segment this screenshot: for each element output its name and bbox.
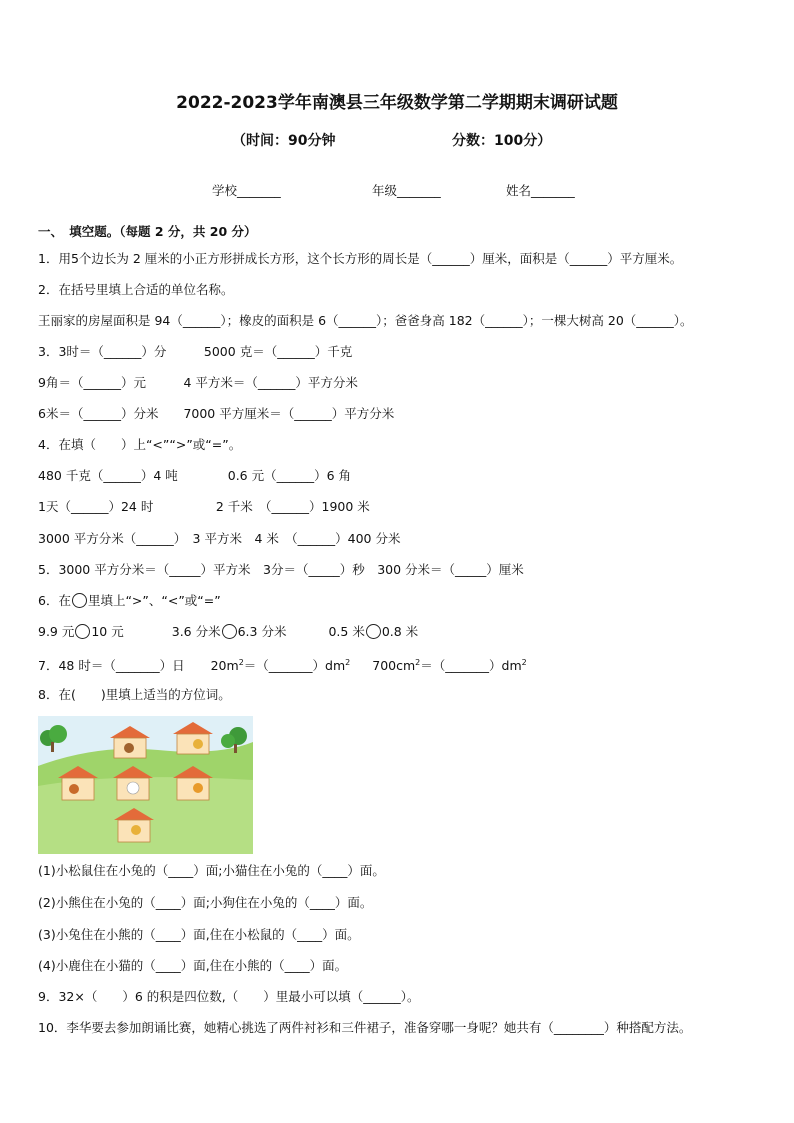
exam-time: （时间：90分钟 bbox=[232, 133, 336, 149]
q7-part-3a: 700cm bbox=[372, 658, 416, 674]
q6-item-1-right: 10 元 bbox=[91, 624, 124, 639]
question-8: 8．在( )里填上适当的方位词。 bbox=[38, 687, 231, 702]
school-field: 学校_______ bbox=[212, 183, 281, 198]
q6-item-3-left: 0.5 米 bbox=[328, 624, 365, 639]
superscript: 2 bbox=[521, 658, 527, 667]
question-10: 10．李华要去参加朗诵比赛，她精心挑选了两件衬衫和三件裙子，准备穿哪一身呢？她共有（________）种搭配方法。 bbox=[38, 1020, 692, 1035]
q6-item-2-right: 6.3 分米 bbox=[237, 624, 287, 639]
q6-item-1-left: 9.9 元 bbox=[38, 624, 75, 639]
question-1: 1．用5个边长为 2 厘米的小正方形拼成长方形，这个长方形的周长是（______）厘米，面积是（______）平方厘米。 bbox=[38, 251, 683, 266]
q7-part-2b: ＝（_______）dm bbox=[243, 658, 346, 674]
superscript: 2 bbox=[415, 658, 421, 667]
question-6-suffix: 里填上“>”、“<”或“=” bbox=[87, 593, 221, 608]
question-3-row-2: 9角＝（______）元 4 平方米＝（______）平方分米 bbox=[38, 375, 358, 390]
page-title: 2022-2023学年南澳县三年级数学第二学期期末调研试题 bbox=[176, 93, 618, 113]
exam-score: 分数：100分） bbox=[452, 133, 552, 149]
question-8-sub-1: (1)小松鼠住在小兔的（____）面;小猫住在小兔的（____）面。 bbox=[38, 863, 385, 878]
circle-icon bbox=[72, 593, 87, 608]
question-4-row-3: 3000 平方分米（______） 3 平方米 4 米 （______）400 分米 bbox=[38, 531, 401, 546]
question-3-row-1: 3．3时＝（______）分 5000 克＝（______）千克 bbox=[38, 344, 353, 359]
superscript: 2 bbox=[238, 658, 244, 667]
compare-circle-icon bbox=[222, 624, 237, 639]
q7-part-2a: 20m bbox=[210, 658, 239, 674]
grade-field: 年级_______ bbox=[372, 183, 441, 198]
question-8-sub-4: (4)小鹿住在小猫的（____）面,住在小熊的（____）面。 bbox=[38, 958, 348, 973]
question-2: 2．在括号里填上合适的单位名称。 bbox=[38, 282, 234, 297]
question-6-prefix: 6．在 bbox=[38, 593, 71, 608]
question-4: 4．在填（ ）上“<”“>”或“=”。 bbox=[38, 437, 242, 452]
question-7 bbox=[38, 655, 527, 674]
question-9: 9．32×（ ）6 的积是四位数,（ ）里最小可以填（______）。 bbox=[38, 989, 420, 1004]
q6-item-3-right: 0.8 米 bbox=[381, 624, 419, 639]
question-6-row bbox=[38, 624, 418, 640]
question-2-text: 王丽家的房屋面积是 94（______）；橡皮的面积是 6（______）；爸爸身高 182（______）；一棵大树高 20（______）。 bbox=[38, 313, 693, 328]
compare-circle-icon bbox=[366, 624, 381, 639]
question-6 bbox=[38, 593, 221, 609]
question-4-row-1: 480 千克（______）4 吨 0.6 元（______）6 角 bbox=[38, 468, 352, 483]
superscript: 2 bbox=[345, 658, 351, 667]
question-4-row-2: 1天（______）24 时 2 千米 （______）1900 米 bbox=[38, 499, 370, 514]
compare-circle-icon bbox=[75, 624, 90, 639]
name-field: 姓名_______ bbox=[506, 183, 575, 198]
q7-part-1: 7．48 时＝（_______）日 bbox=[38, 658, 185, 674]
q7-part-3b: ＝（_______）dm bbox=[420, 658, 522, 674]
question-8-sub-2: (2)小熊住在小兔的（____）面;小狗住在小兔的（____）面。 bbox=[38, 895, 373, 910]
question-3-row-3: 6米＝（______）分米 7000 平方厘米＝（______）平方分米 bbox=[38, 406, 395, 421]
q6-item-2-left: 3.6 分米 bbox=[171, 624, 221, 639]
animal-houses-picture bbox=[38, 716, 253, 854]
section-heading: 一、 填空题。（每题 2 分，共 20 分） bbox=[38, 224, 257, 239]
question-5: 5．3000 平方分米＝（_____）平方米 3分＝（_____）秒 300 分米＝（_____）厘米 bbox=[38, 562, 524, 577]
question-8-sub-3: (3)小兔住在小熊的（____）面,住在小松鼠的（____）面。 bbox=[38, 927, 360, 942]
